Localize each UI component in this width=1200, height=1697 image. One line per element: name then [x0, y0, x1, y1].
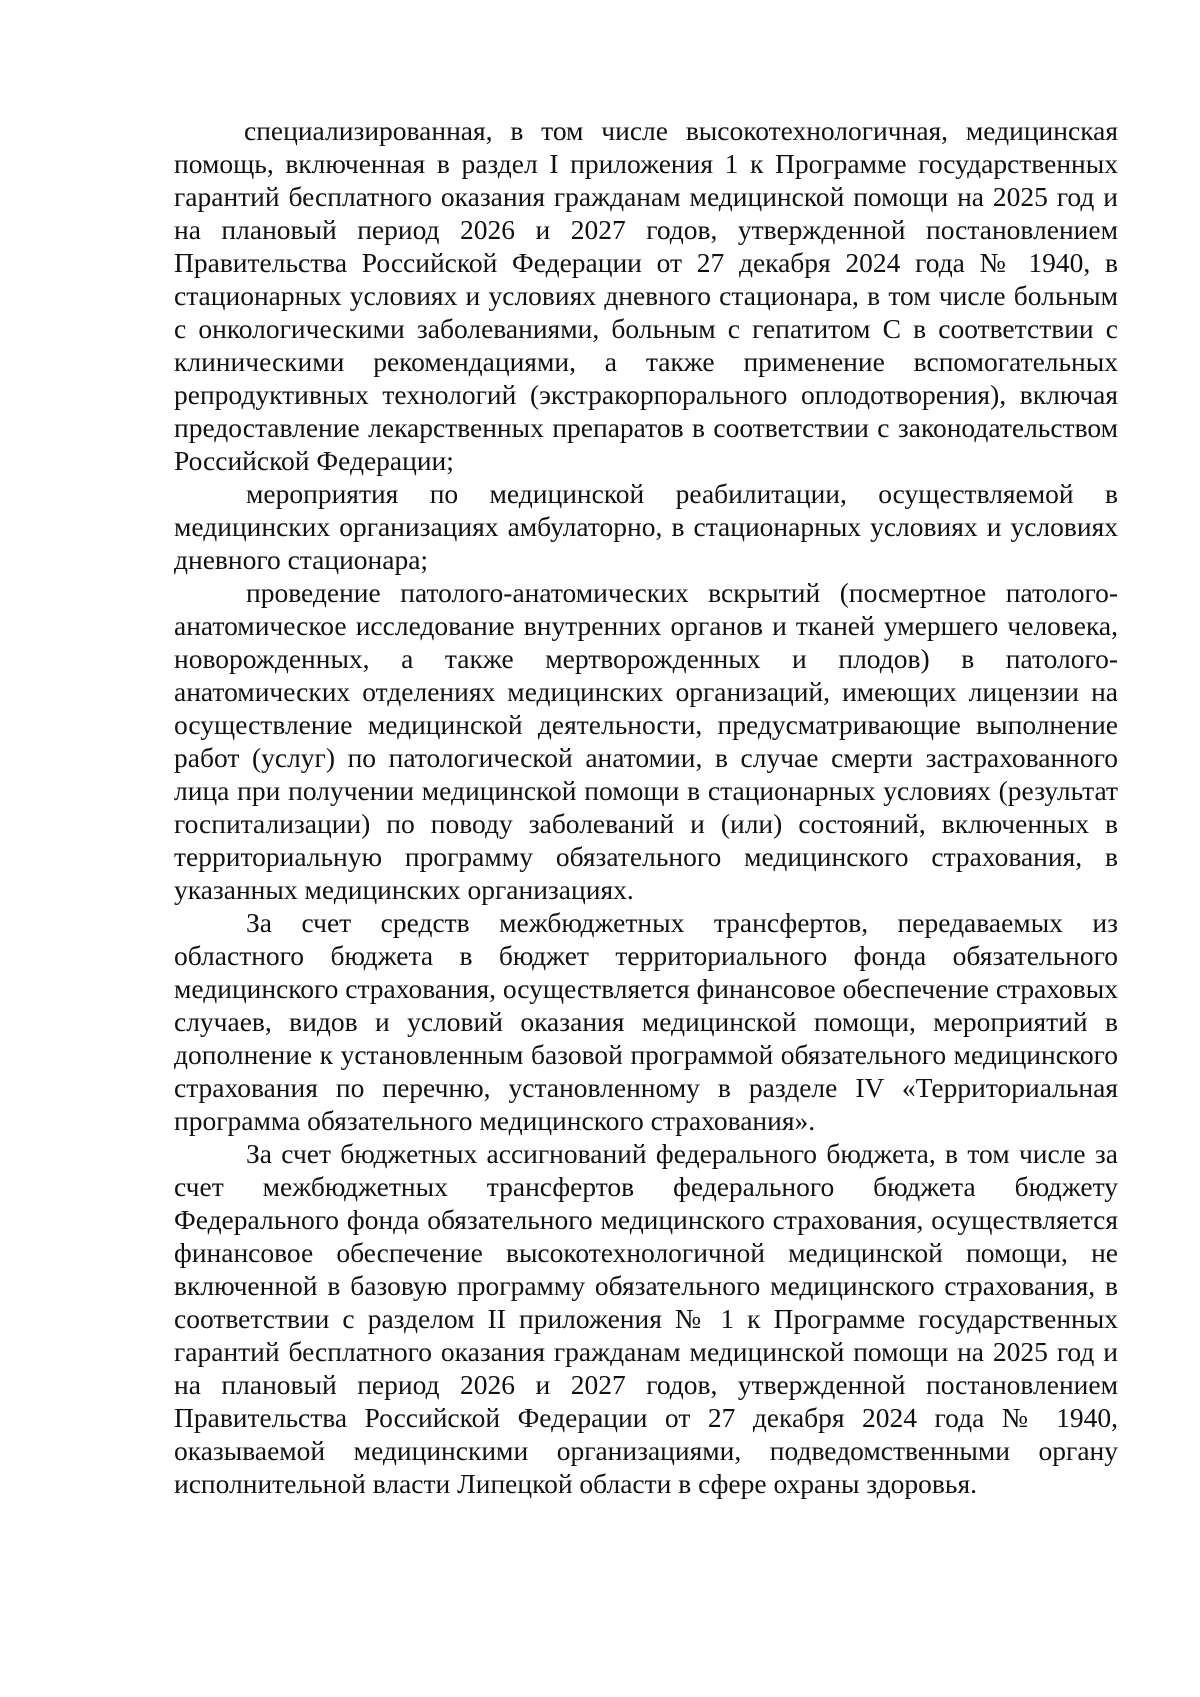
paragraph-specialized-care: специализированная, в том числе высокотехнологичная, медицинская помощь, включенная в раздел I приложения 1 к Программе государственных гарантий бесплатного оказания гражданам медицинской помощи на 2025 год и на плановый период 2026 и 2027 годов, утвержденной постановлением Правительства Российской Федерации от 27 декабря 2024 года № 1940, в стационарных условиях и условиях дневного стационара, в том числе больным с онкологическими заболеваниями, больным с гепатитом С в соответствии с клиническими рекомендациями, а также применение вспомогательных репродуктивных технологий (экстракорпорального оплодотворения), включая предоставление лекарственных препаратов в соответствии с законодательством Российской Федерации; [174, 115, 1118, 476]
paragraph-federal-budget: За счет бюджетных ассигнований федерального бюджета, в том числе за счет межбюджетных трансфертов федерального бюджета бюджету Федерального фонда обязательного медицинского страхования, осуществляется финансовое обеспечение высокотехнологичной медицинской помощи, не включенной в базовую программу обязательного медицинского страхования, в соответствии с разделом II приложения № 1 к Программе государственных гарантий бесплатного оказания гражданам медицинской помощи на 2025 год и на плановый период 2026 и 2027 годов, утвержденной постановлением Правительства Российской Федерации от 27 декабря 2024 года № 1940, оказываемой медицинскими организациями, подведомственными органу исполнительной власти Липецкой области в сфере охраны здоровья. [174, 1138, 1118, 1499]
paragraph-interbudget-transfers: За счет средств межбюджетных трансфертов, передаваемых из областного бюджета в бюджет территориального фонда обязательного медицинского страхования, осуществляется финансовое обеспечение страховых случаев, видов и условий оказания медицинской помощи, мероприятий в дополнение к установленным базовой программой обязательного медицинского страхования по перечню, установленному в разделе IV «Территориальная программа обязательного медицинского страхования». [174, 907, 1119, 1136]
document-page [174, 114, 1118, 1500]
paragraph-autopsies: проведение патолого-анатомических вскрытий (посмертное патолого-анатомическое исследование внутренних органов и тканей умершего человека, новорожденных, а также мертворожденных и плодов) в патолого-анатомических отделениях медицинских организаций, имеющих лицензии на осуществление медицинской деятельности, предусматривающие выполнение работ (услуг) по патологической анатомии, в случае смерти застрахованного лица при получении медицинской помощи в стационарных условиях (результат госпитализации) по поводу заболеваний и (или) состояний, включенных в территориальную программу обязательного медицинского страхования, в указанных медицинских организациях. [174, 577, 1118, 905]
paragraph-rehabilitation: мероприятия по медицинской реабилитации, осуществляемой в медицинских организациях амбулаторно, в стационарных условиях и условиях дневного стационара; [174, 478, 1118, 575]
